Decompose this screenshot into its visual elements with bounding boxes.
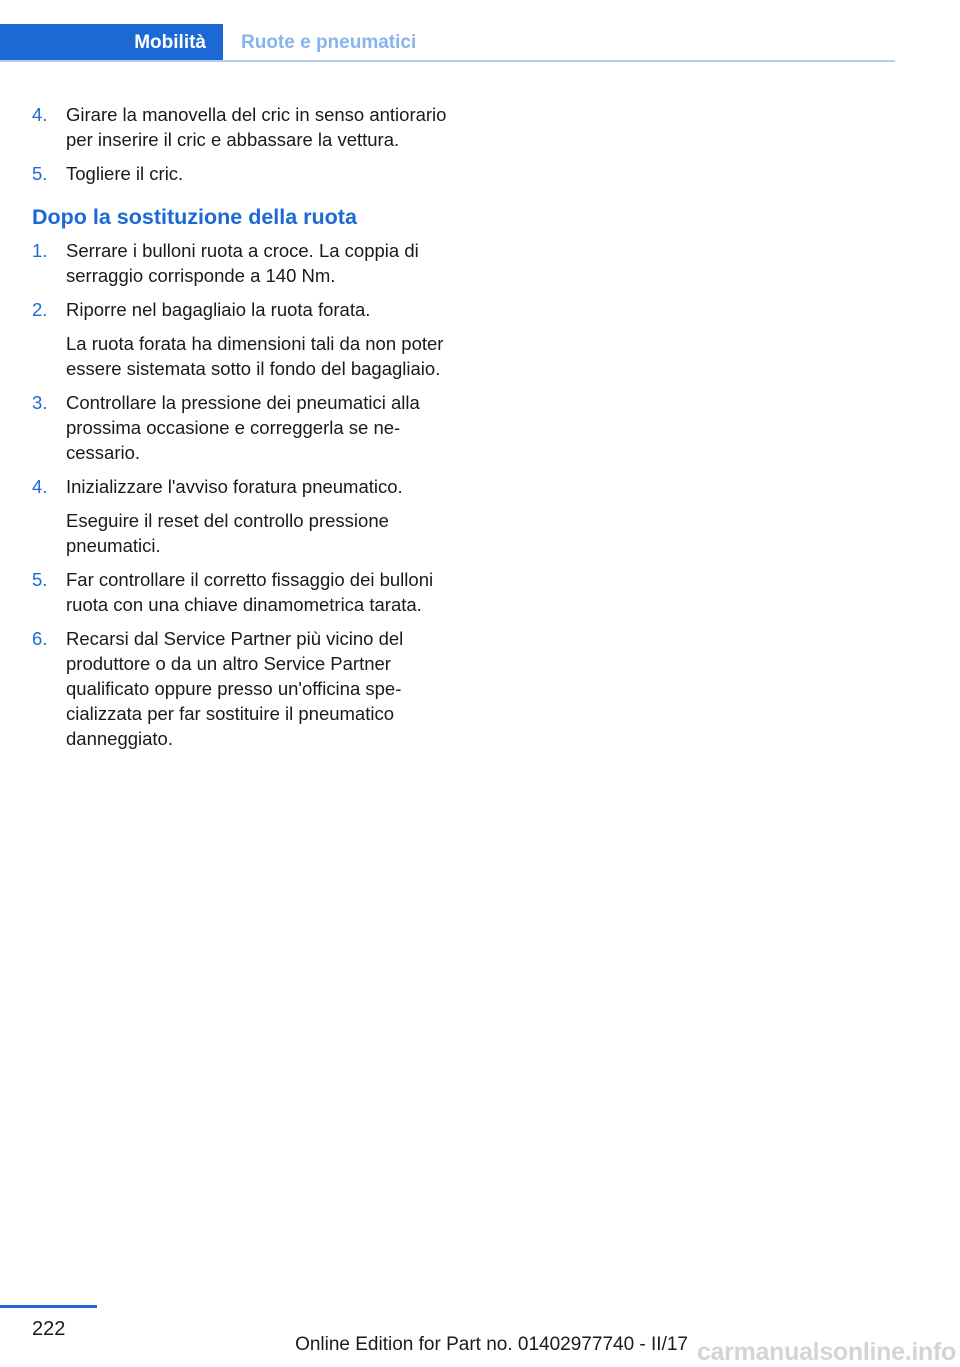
- list-item: [32, 474, 452, 558]
- step-text: Togliere il cric.: [66, 163, 184, 184]
- step-text: Inizializzare l'avviso foratura pneumatico.: [66, 476, 403, 497]
- page-content: [32, 102, 452, 760]
- step-number: 5.: [32, 163, 48, 184]
- edition-note: Online Edition for Part no. 01402977740 - II/17: [295, 1334, 688, 1355]
- step-number: 4.: [32, 476, 48, 497]
- tab-ruote-e-pneumatici[interactable]: Ruote e pneumatici: [241, 31, 417, 53]
- step-text: Riporre nel bagagliaio la ruota forata.: [66, 299, 371, 320]
- footer-divider: [0, 1305, 97, 1308]
- step-number: 1.: [32, 240, 48, 261]
- list-item: [32, 567, 452, 617]
- step-text: Far controllare il corretto fissaggio dei bulloni ruota con una chiave dinamometrica tarata.: [66, 569, 434, 615]
- section-steps-list: [32, 238, 452, 751]
- step-number: 5.: [32, 569, 48, 590]
- header-divider: [0, 60, 895, 62]
- step-text: Recarsi dal Service Partner più vicino del produttore o da un altro Service Partner qualificato oppure presso un'officina specializzata per far sostituire il pneumatico danneggiato.: [66, 628, 404, 749]
- steps-before-list: [32, 102, 452, 186]
- list-item: [32, 161, 452, 186]
- list-item: [32, 626, 452, 751]
- step-note: La ruota forata ha dimensioni tali da non poter essere sistemata sotto il fondo del bagagliaio.: [66, 333, 444, 379]
- step-text: Girare la manovella del cric in senso antiorario per inserire il cric e abbassare la vettura.: [66, 104, 447, 150]
- section-title: Dopo la sostituzione della ruota: [32, 205, 357, 229]
- step-number: 3.: [32, 392, 48, 413]
- list-item: [32, 102, 452, 152]
- step-text: Serrare i bulloni ruota a croce. La coppia di serraggio corrisponde a 140 Nm.: [66, 240, 419, 286]
- page-header: [0, 0, 895, 62]
- list-item: [32, 297, 452, 381]
- step-note: Eseguire il reset del controllo pressione pneumatici.: [66, 510, 389, 556]
- step-number: 4.: [32, 104, 48, 125]
- step-number: 2.: [32, 299, 48, 320]
- step-number: 6.: [32, 628, 48, 649]
- list-item: [32, 390, 452, 465]
- page-number: 222: [32, 1318, 66, 1340]
- tab-mobilita[interactable]: Mobilità: [0, 24, 223, 61]
- watermark-logo: carmanualsonline.info: [696, 1338, 956, 1366]
- list-item: [32, 238, 452, 288]
- step-text: Controllare la pressione dei pneumatici alla prossima occasione e correggerla se necessario.: [66, 392, 420, 463]
